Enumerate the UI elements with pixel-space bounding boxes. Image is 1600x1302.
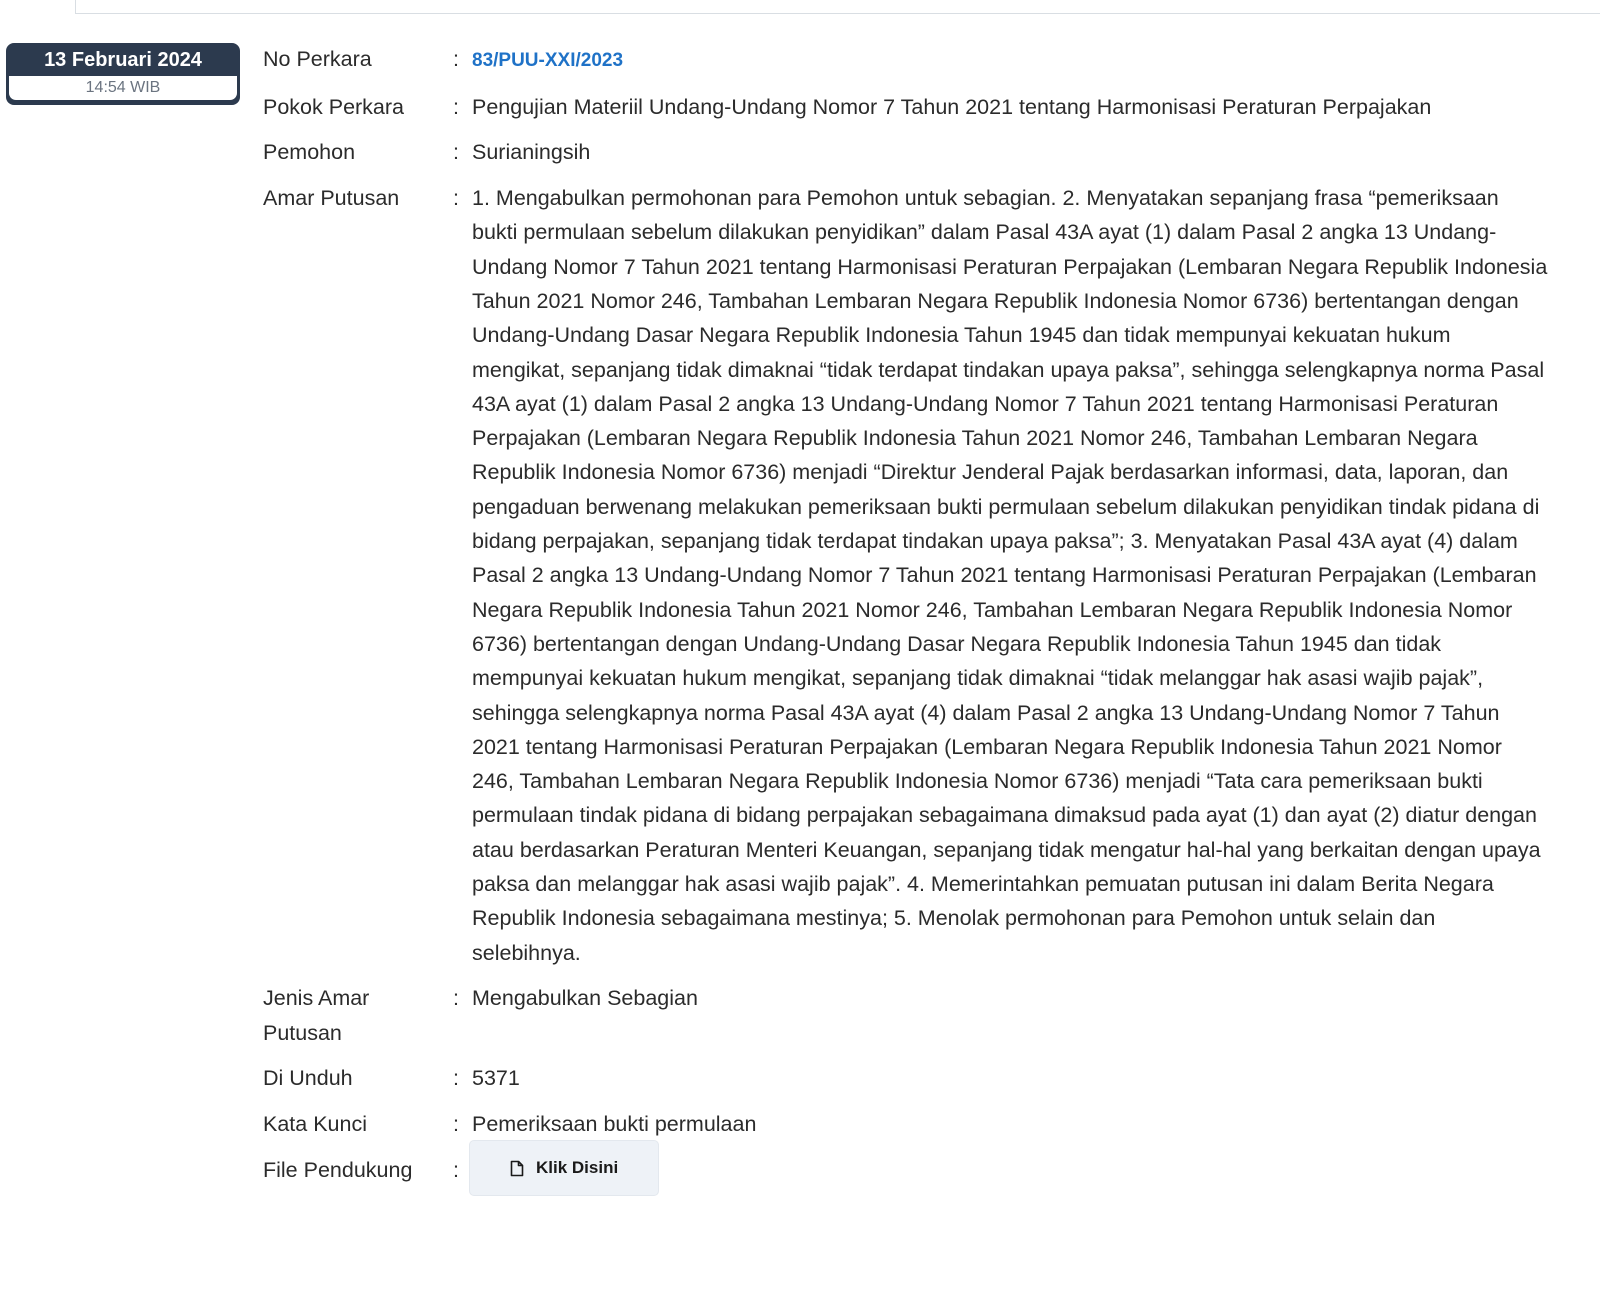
row-pokok-perkara: [263, 90, 1548, 124]
separator: :: [453, 1066, 459, 1091]
separator: :: [453, 47, 459, 71]
row-no-perkara: [263, 42, 1548, 78]
label-no-perkara: No Perkara: [263, 47, 372, 71]
label-kata-kunci: Kata Kunci: [263, 1111, 367, 1136]
value-kata-kunci: Pemeriksaan bukti permulaan: [472, 1111, 757, 1136]
date-badge: [6, 43, 240, 105]
label-jenis-amar-putusan: Jenis Amar Putusan: [263, 986, 370, 1045]
value-no-perkara: [472, 42, 1548, 78]
label-pemohon: Pemohon: [263, 140, 356, 165]
separator: :: [453, 94, 459, 119]
value-pemohon: Surianingsih: [472, 140, 591, 165]
label-amar-putusan: Amar Putusan: [263, 186, 400, 211]
previous-card-edge: [75, 0, 1600, 14]
label-pokok-perkara: Pokok Perkara: [263, 94, 405, 119]
file-icon: [510, 1160, 524, 1177]
label-di-unduh: Di Unduh: [263, 1066, 353, 1091]
value-download-count: 5371: [472, 1066, 520, 1091]
value-file-pendukung: [472, 1153, 1548, 1197]
separator: :: [453, 1157, 459, 1182]
separator: :: [453, 1111, 459, 1136]
label-file-pendukung: File Pendukung: [263, 1157, 413, 1182]
row-amar-putusan: [263, 181, 1548, 970]
open-file-button[interactable]: [469, 1140, 659, 1196]
case-number-link[interactable]: 83/PUU-XXI/2023: [472, 50, 624, 71]
case-details: [263, 42, 1548, 1208]
value-amar-putusan: 1. Mengabulkan permohonan para Pemohon untuk sebagian. 2. Menyatakan sepanjang frasa “pemeriksaan bukti permulaan sebelum dilakukan penyidikan” dalam Pasal 43A ayat (1) dalam Pasal 2 angka 13 Undang-Undang Nomor 7 Tahun 2021 tentang Harmonisasi Peraturan Perpajakan (Lembaran Negara Republik Indonesia Tahun 2021 Nomor 246, Tambahan Lembaran Negara Republik Indonesia Nomor 6736) bertentangan dengan Undang-Undang Dasar Negara Republik Indonesia Tahun 1945 dan tidak mempunyai kekuatan hukum mengikat, sepanjang tidak dimaknai “tidak terdapat tindakan upaya paksa”, sehingga selengkapnya norma Pasal 43A ayat (1) dalam Pasal 2 angka 13 Undang-Undang Nomor 7 Tahun 2021 tentang Harmonisasi Peraturan Perpajakan (Lembaran Negara Republik Indonesia Tahun 2021 Nomor 246, Tambahan Lembaran Negara Republik Indonesia Nomor 6736) menjadi “Direktur Jenderal Pajak berdasarkan informasi, data, laporan, dan pengaduan berwenang melakukan pemeriksaan bukti permulaan sebelum dilakukan penyidikan tindak pidana di bidang perpajakan, sepanjang tidak terdapat tindakan upaya paksa”; 3. Menyatakan Pasal 43A ayat (4) dalam Pasal 2 angka 13 Undang-Undang Nomor 7 Tahun 2021 tentang Harmonisasi Peraturan Perpajakan (Lembaran Negara Republik Indonesia Tahun 2021 Nomor 246, Tambahan Lembaran Negara Republik Indonesia Nomor 6736) bertentangan dengan Undang-Undang Dasar Negara Republik Indonesia Tahun 1945 dan tidak mempunyai kekuatan hukum mengikat, sepanjang tidak dimaknai “tidak melanggar hak asasi wajib pajak”, sehingga selengkapnya norma Pasal 43A ayat (4) dalam Pasal 2 angka 13 Undang-Undang Nomor 7 Tahun 2021 tentang Harmonisasi Peraturan Perpajakan (Lembaran Negara Republik Indonesia Tahun 2021 Nomor 246, Tambahan Lembaran Negara Republik Indonesia Nomor 6736) menjadi “Tata cara pemeriksaan bukti permulaan tindak pidana di bidang perpajakan sebagaimana dimaksud pada ayat (1) dan ayat (2) diatur dengan atau berdasarkan Peraturan Menteri Keuangan, sepanjang tidak mengatur hal-hal yang berkaitan dengan upaya paksa dan melanggar hak asasi wajib pajak”. 4. Memerintahkan pemuatan putusan ini dalam Berita Negara Republik Indonesia sebagaimana mestinya; 5. Menolak permohonan para Pemohon untuk selain dan selebihnya.: [472, 186, 1548, 965]
decision-date: 13 Februari 2024: [44, 49, 202, 71]
value-jenis-amar-putusan: Mengabulkan Sebagian: [472, 986, 698, 1011]
separator: :: [453, 140, 459, 165]
row-di-unduh: [263, 1061, 1548, 1095]
row-pemohon: [263, 135, 1548, 169]
open-file-label: Klik Disini: [536, 1157, 619, 1177]
row-file-pendukung: [263, 1153, 1548, 1197]
row-jenis-amar-putusan: [263, 981, 1548, 1050]
value-pokok-perkara: Pengujian Materiil Undang-Undang Nomor 7 Tahun 2021 tentang Harmonisasi Peraturan Perpajakan: [472, 94, 1432, 119]
decision-time: 14:54 WIB: [9, 76, 237, 100]
row-kata-kunci: [263, 1107, 1548, 1141]
separator: :: [453, 186, 459, 211]
separator: :: [453, 986, 459, 1011]
